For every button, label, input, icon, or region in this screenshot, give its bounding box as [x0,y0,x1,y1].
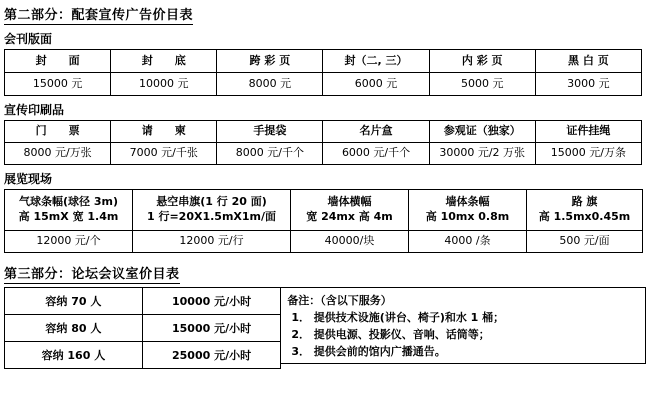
part2-title [4,4,646,25]
journal-header-cell: 跨 彩 页 [217,50,323,73]
site-header-line1: 墙体条幅 [445,194,490,208]
site-header-cell [133,189,291,230]
journal-price-table [4,49,642,96]
site-header-line1: 路 旗 [571,194,598,208]
site-price-cell: 40000/块 [291,230,409,252]
site-price-cell: 500 元/面 [527,230,643,252]
forum-price-cell: 10000 元/小时 [142,287,281,314]
table-row [5,121,642,143]
site-header-cell [527,189,643,230]
print-price-cell: 15000 元/万条 [535,142,641,164]
journal-header-cell: 黑 白 页 [535,50,641,73]
journal-price-cell: 15000 元 [5,73,111,96]
table-row [5,314,281,341]
table-row [5,341,281,368]
journal-price-cell: 5000 元 [429,73,535,96]
journal-header-cell: 封 面 [5,50,111,73]
table-row [5,287,281,314]
site-header-line1: 气球条幅(球径 3m) [19,194,118,208]
site-header-line2: 高 10mx 0.8m [425,209,510,223]
site-price-table [4,189,643,253]
print-header-cell: 手提袋 [217,121,323,143]
journal-header-cell: 封 底 [111,50,217,73]
site-header-line2: 高 15mX 宽 1.4m [18,209,119,223]
part2-sub-print: 宣传印刷品 [4,103,65,117]
print-header-cell: 请 柬 [111,121,217,143]
print-header-cell: 证件挂绳 [535,121,641,143]
part2-sub-site: 展览现场 [4,171,53,186]
price-list-document [0,4,646,414]
print-price-cell: 30000 元/2 万张 [429,142,535,164]
table-row [5,142,642,164]
site-header-cell [5,189,133,230]
site-price-cell: 4000 /条 [409,230,527,252]
part3-title-text: 第三部分：论坛会议室价目表 [4,263,180,284]
site-header-line2: 宽 24mx 高 4m [306,209,393,223]
table-row [5,230,643,252]
site-price-cell: 12000 元/个 [5,230,133,252]
forum-capacity-cell: 容纳 80 人 [5,314,143,341]
note-line: 1． 提供技术设施(讲台、椅子)和水 1 桶； [291,310,505,324]
site-header-line2: 1 行=20X1.5mX1m/面 [146,209,277,223]
print-price-table [4,120,642,165]
forum-price-cell: 25000 元/小时 [142,341,281,368]
table-row [5,189,643,230]
note-line: 3． 提供会前的馆内广播通告。 [291,344,446,358]
site-header-line1: 墙体横幅 [327,194,372,208]
print-price-cell: 8000 元/万张 [5,142,111,164]
print-price-cell: 7000 元/千张 [111,142,217,164]
journal-price-cell: 6000 元 [323,73,429,96]
print-price-cell: 8000 元/千个 [217,142,323,164]
journal-header-cell: 封（二, 三） [323,50,429,73]
journal-price-cell: 8000 元 [217,73,323,96]
note-line: 2． 提供电源、投影仪、音响、话筒等； [291,327,490,341]
forum-capacity-cell: 容纳 160 人 [5,341,143,368]
print-header-cell: 门 票 [5,121,111,143]
site-header-line2: 高 1.5mx0.45m [538,209,631,223]
journal-price-cell: 3000 元 [535,73,641,96]
table-row [5,50,642,73]
forum-note-box [280,287,646,364]
forum-price-table [4,287,281,369]
table-row [5,73,642,96]
forum-capacity-cell: 容纳 70 人 [5,287,143,314]
site-header-line1: 悬空串旗(1 行 20 面) [156,194,267,208]
print-price-cell: 6000 元/千个 [323,142,429,164]
journal-header-cell: 内 彩 页 [429,50,535,73]
site-price-cell: 12000 元/行 [133,230,291,252]
part3-title [4,263,646,284]
print-header-cell: 参观证（独家） [429,121,535,143]
site-header-cell [409,189,527,230]
note-line: 备注：（含以下服务） [287,293,392,307]
forum-section [4,287,646,369]
part2-sub-journal: 会刊版面 [4,32,53,46]
part2-title-text: 第二部分：配套宣传广告价目表 [4,4,193,25]
journal-price-cell: 10000 元 [111,73,217,96]
print-header-cell: 名片盒 [323,121,429,143]
site-header-cell [291,189,409,230]
forum-price-cell: 15000 元/小时 [142,314,281,341]
